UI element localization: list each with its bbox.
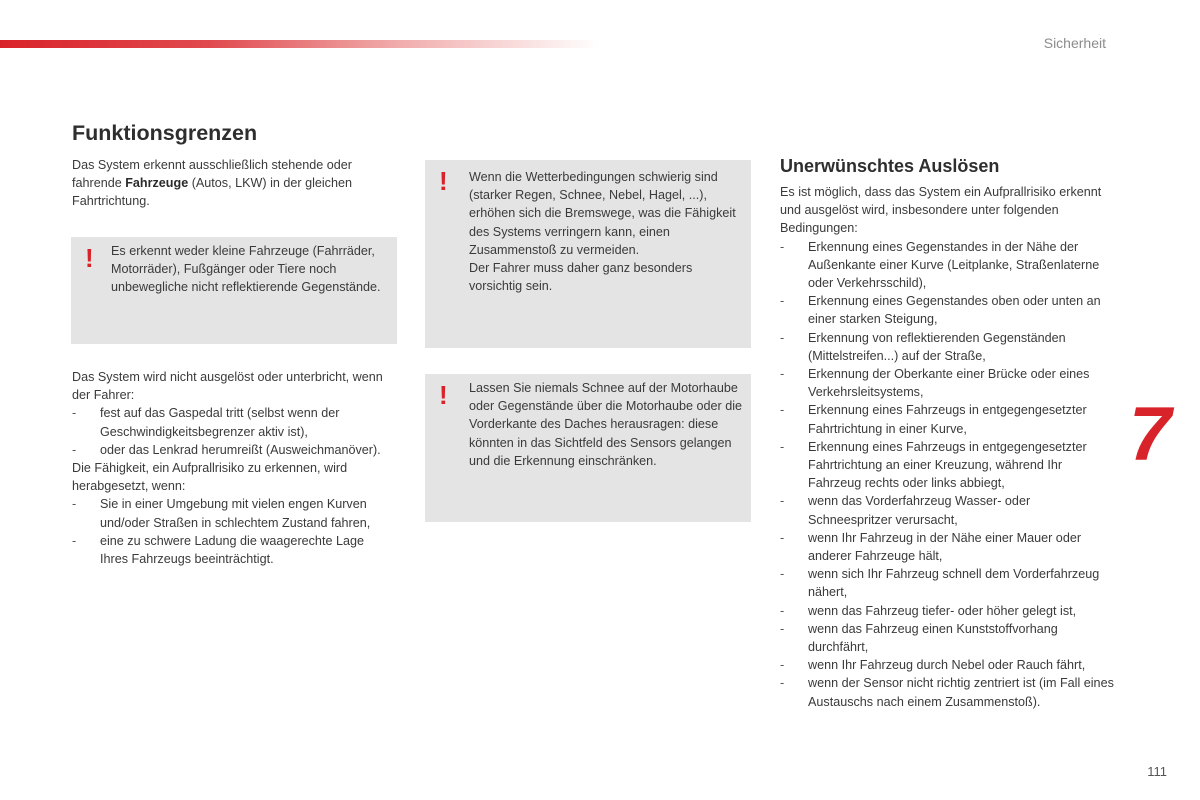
- conditions-intro-2: Die Fähigkeit, ein Aufprallrisiko zu erkennen, wird herabgesetzt, wenn:: [72, 461, 348, 494]
- warning-box-small-objects: [71, 237, 397, 344]
- exclamation-icon: !: [439, 380, 448, 410]
- section-label: Sicherheit: [1043, 35, 1106, 51]
- unwanted-intro: Es ist möglich, dass das System ein Aufprallrisiko erkennt und ausgelöst wird, insbesondere unter folgenden Bedingungen:: [780, 185, 1102, 236]
- list-item: - wenn sich Ihr Fahrzeug schnell dem Vorderfahrzeug nähert,: [780, 565, 1115, 601]
- warning-text: [469, 168, 745, 295]
- header-accent-bar: [0, 40, 600, 48]
- intro-text-after: (Autos, LKW) in der gleichen Fahrtrichtung.: [72, 176, 352, 209]
- warning-box-weather: [425, 160, 751, 348]
- intro-text-before: Das System erkennt ausschließlich stehende oder fahrende: [72, 158, 353, 191]
- conditions-list: [72, 404, 392, 459]
- unwanted-list: [780, 238, 1115, 711]
- list-item: - oder das Lenkrad herumreißt (Ausweichmanöver).: [72, 441, 392, 459]
- warning-line-2: Der Fahrer muss daher ganz besonders vorsichtig sein.: [469, 261, 693, 294]
- list-item: - wenn der Sensor nicht richtig zentriert ist (im Fall eines Austauschs nach einem Zusammenstoß).: [780, 674, 1115, 710]
- page-number: 111: [1147, 764, 1167, 779]
- list-item: - wenn das Fahrzeug tiefer- oder höher gelegt ist,: [780, 602, 1115, 620]
- exclamation-icon: !: [85, 243, 94, 273]
- chapter-number: 7: [1129, 392, 1172, 477]
- warning-text: Es erkennt weder kleine Fahrzeuge (Fahrräder, Motorräder), Fußgänger oder Tiere noch unbewegliche nicht reflektierende Gegenstände.: [111, 244, 381, 295]
- list-item: - eine zu schwere Ladung die waagerechte Lage Ihres Fahrzeugs beeinträchtigt.: [72, 532, 392, 568]
- unwanted-title: Unerwünschtes Auslösen: [780, 156, 1000, 176]
- conditions-list-2: [72, 495, 392, 568]
- conditions-block: [72, 368, 392, 568]
- intro-paragraph: [72, 156, 390, 211]
- list-item: - Sie in einer Umgebung mit vielen engen Kurven und/oder Straßen in schlechtem Zustand fahren,: [72, 495, 392, 531]
- intro-bold-term: Fahrzeuge: [125, 176, 189, 191]
- list-item: - Erkennung eines Gegenstandes oben oder unten an einer starken Steigung,: [780, 292, 1115, 328]
- unwanted-block: [780, 183, 1115, 711]
- list-item: - wenn das Vorderfahrzeug Wasser- oder Schneespritzer verursacht,: [780, 492, 1115, 528]
- list-item: - wenn Ihr Fahrzeug in der Nähe einer Mauer oder anderer Fahrzeuge hält,: [780, 529, 1115, 565]
- list-item: - Erkennung eines Fahrzeugs in entgegengesetzter Fahrtrichtung an einer Kreuzung, während Ihr Fahrzeug rechts oder links abbiegt,: [780, 438, 1115, 493]
- list-item: - Erkennung von reflektierenden Gegenständen (Mittelstreifen...) auf der Straße,: [780, 329, 1115, 365]
- warning-text: Lassen Sie niemals Schnee auf der Motorhaube oder Gegenstände über die Motorhaube oder die Vorderkante des Daches herausragen: diese könnten in das Sichtfeld des Sensors gelangen und die Erkennung einschränken.: [469, 381, 743, 468]
- page-title: Funktionsgrenzen: [72, 121, 258, 145]
- exclamation-icon: !: [439, 166, 448, 196]
- warning-line-1: Wenn die Wetterbedingungen schwierig sind (starker Regen, Schnee, Nebel, Hagel, ...), erhöhen sich die Bremswege, was die Fähigkeit des Systems verringern kann, einen Zusammenstoß zu vermeiden.: [469, 170, 736, 257]
- list-item: - fest auf das Gaspedal tritt (selbst wenn der Geschwindigkeitsbegrenzer aktiv ist),: [72, 404, 392, 440]
- warning-box-snow: [425, 374, 751, 522]
- list-item: - Erkennung eines Fahrzeugs in entgegengesetzter Fahrtrichtung in einer Kurve,: [780, 401, 1115, 437]
- list-item: - Erkennung der Oberkante einer Brücke oder eines Verkehrsleitsystems,: [780, 365, 1115, 401]
- list-item: - wenn Ihr Fahrzeug durch Nebel oder Rauch fährt,: [780, 656, 1115, 674]
- list-item: - Erkennung eines Gegenstandes in der Nähe der Außenkante einer Kurve (Leitplanke, Straßenlaterne oder Verkehrsschild),: [780, 238, 1115, 293]
- conditions-intro: Das System wird nicht ausgelöst oder unterbricht, wenn der Fahrer:: [72, 370, 383, 403]
- list-item: - wenn das Fahrzeug einen Kunststoffvorhang durchfährt,: [780, 620, 1115, 656]
